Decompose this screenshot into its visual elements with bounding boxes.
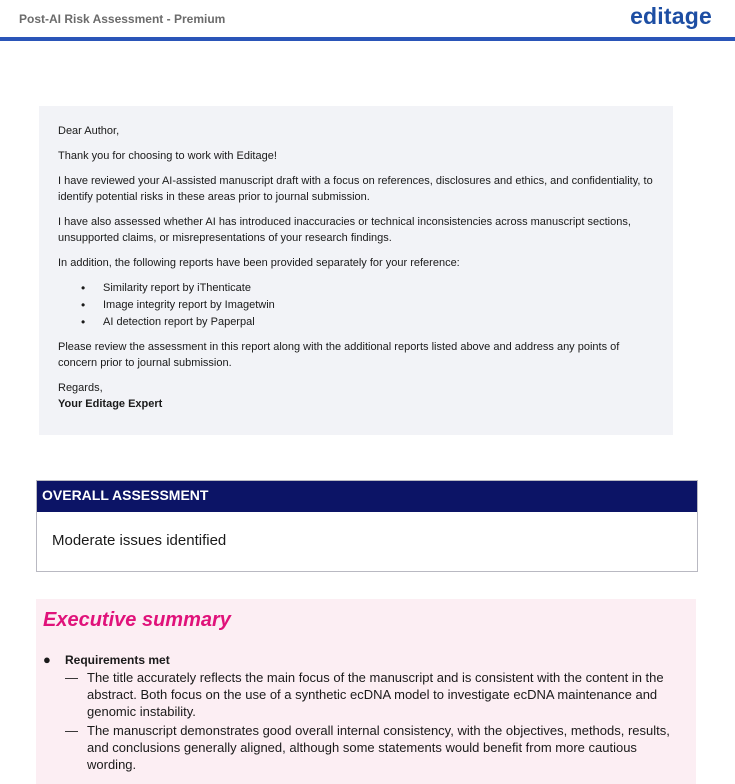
letter-thanks: Thank you for choosing to work with Editage! — [58, 150, 277, 162]
requirements-list — [65, 669, 689, 773]
report-item: • AI detection report by Paperpal — [103, 314, 654, 330]
letter-paragraph-3: In addition, the following reports have been provided separately for your reference: — [58, 257, 460, 269]
letter-closing: Regards, — [58, 382, 103, 394]
letter-paragraph-2: I have also assessed whether AI has introduced inaccuracies or technical inconsistencies across manuscript sections, unsupported claims, or misrepresentations of your research findings. — [58, 216, 631, 244]
requirements-met-section — [43, 652, 689, 773]
executive-summary — [36, 599, 696, 784]
report-item: • Similarity report by iThenticate — [103, 280, 654, 296]
title-separator: - — [166, 12, 171, 26]
report-title-text: Post-AI Risk Assessment — [19, 12, 164, 26]
overall-assessment-heading: OVERALL ASSESSMENT — [37, 481, 697, 512]
requirement-text: The manuscript demonstrates good overall internal consistency, with the objectives, methods, results, and conclusions generally aligned, although some statements would benefit from more cautious wording. — [87, 723, 670, 772]
bullet-icon: ● — [43, 652, 51, 667]
requirements-met-label: Requirements met — [65, 653, 170, 667]
letter-signature: Your Editage Expert — [58, 398, 163, 410]
report-tier: Premium — [173, 12, 226, 26]
report-title — [19, 12, 225, 26]
requirement-item — [65, 669, 689, 720]
letter-paragraph-1: I have reviewed your AI-assisted manuscript draft with a focus on references, disclosures and ethics, and confidentiality, to identify potential risks in these areas prior to journal submission. — [58, 175, 653, 203]
overall-assessment-value: Moderate issues identified — [52, 532, 227, 549]
overall-assessment-box — [36, 480, 698, 572]
executive-summary-title: Executive summary — [43, 609, 231, 631]
reports-list — [58, 280, 654, 330]
letter-paragraph-4: Please review the assessment in this report along with the additional reports listed above and address any points of concern prior to journal submission. — [58, 341, 620, 369]
report-item: • Image integrity report by Imagetwin — [103, 297, 654, 313]
dash-icon: — — [65, 670, 78, 685]
cover-letter — [39, 106, 673, 435]
editage-logo: editage — [630, 3, 712, 29]
page-header — [0, 0, 735, 42]
dash-icon: — — [65, 723, 78, 738]
requirement-item — [65, 722, 689, 773]
letter-greeting: Dear Author, — [58, 125, 120, 137]
requirement-text: The title accurately reflects the main focus of the manuscript and is consistent with the content in the abstract. Both focus on the use of a synthetic ecDNA model to investigate ecDNA maintenance and genomic instability. — [87, 670, 664, 719]
header-divider — [0, 37, 735, 41]
